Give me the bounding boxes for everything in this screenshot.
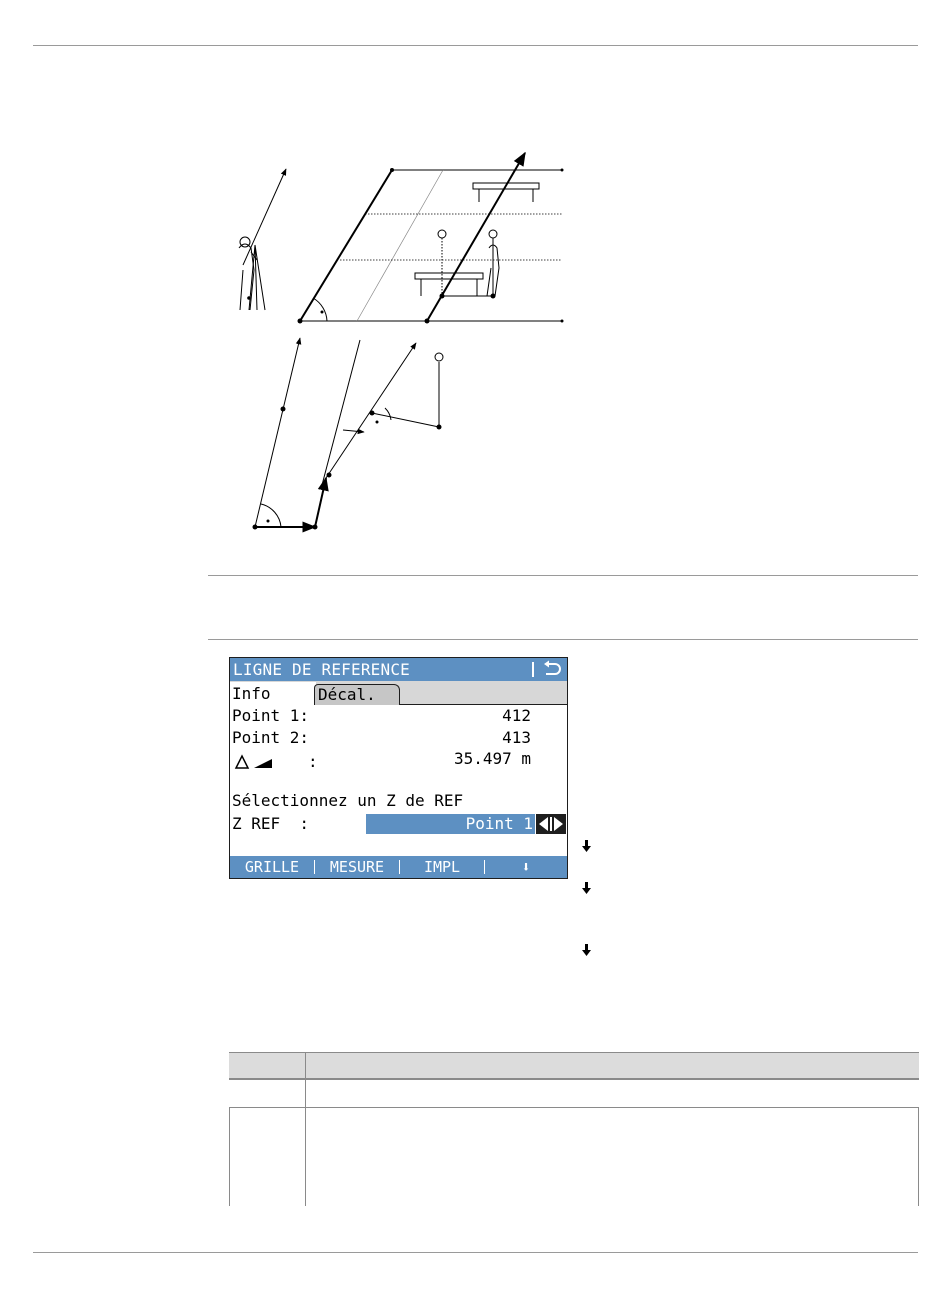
softkey-mesure[interactable]: MESURE bbox=[329, 858, 385, 876]
description-table bbox=[229, 1052, 919, 1206]
title-bar bbox=[230, 658, 567, 681]
distance-colon: : bbox=[308, 752, 318, 771]
softkey-page-down[interactable]: ⬇ bbox=[521, 858, 531, 876]
instrument-screen bbox=[229, 657, 568, 879]
section-rule-2 bbox=[208, 639, 918, 640]
return-arrow-icon[interactable] bbox=[542, 660, 562, 678]
softkey-grille[interactable]: GRILLE bbox=[244, 858, 300, 876]
title-separator bbox=[532, 662, 534, 677]
screen-title: LIGNE DE REFERENCE bbox=[233, 660, 410, 679]
down-arrow-icon bbox=[582, 840, 591, 852]
down-arrow-icon bbox=[582, 882, 591, 894]
table-right-border bbox=[918, 1107, 919, 1206]
table-column-divider bbox=[305, 1052, 306, 1206]
table-row-divider bbox=[229, 1107, 919, 1108]
down-arrow-icon bbox=[582, 944, 591, 956]
delta-slope-distance-icon bbox=[234, 754, 274, 770]
softkey-bar bbox=[230, 856, 567, 878]
bottom-rule bbox=[33, 1252, 918, 1253]
point2-value: 413 bbox=[502, 728, 531, 747]
point1-label: Point 1: bbox=[232, 706, 310, 725]
tab-info[interactable]: Info bbox=[230, 682, 316, 706]
top-rule bbox=[33, 45, 918, 46]
tab-decal[interactable]: Décal. bbox=[314, 684, 400, 705]
table-left-border bbox=[229, 1107, 230, 1206]
distance-value: 35.497 m bbox=[453, 749, 531, 768]
table-row-divider bbox=[229, 1079, 919, 1080]
zref-label: Z REF : bbox=[232, 814, 310, 833]
section-rule-1 bbox=[208, 575, 918, 576]
point2-label: Point 2: bbox=[232, 728, 310, 747]
select-prompt: Sélectionnez un Z de REF bbox=[232, 791, 464, 810]
reference-line-illustration bbox=[215, 150, 575, 545]
zref-select[interactable]: Point 1 bbox=[366, 814, 535, 834]
tab-strip bbox=[230, 681, 567, 705]
left-right-arrows-icon[interactable] bbox=[536, 814, 566, 834]
table-header bbox=[229, 1052, 919, 1079]
softkey-impl[interactable]: IMPL bbox=[423, 858, 461, 876]
point1-value: 412 bbox=[502, 706, 531, 725]
